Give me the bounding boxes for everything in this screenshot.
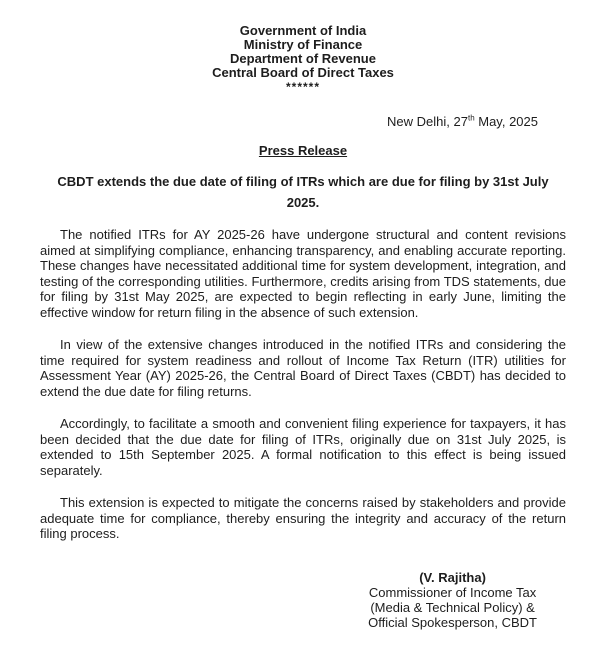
press-release-label: Press Release bbox=[258, 143, 348, 158]
letterhead-line-ministry: Ministry of Finance bbox=[243, 37, 363, 52]
signatory-name: (V. Rajitha) bbox=[419, 569, 486, 585]
paragraph-in-view: In view of the extensive changes introduced in the notified ITRs and considering the time required for system readiness and rollout of Income Tax Return (ITR) utilities for Assessment Year (AY) 2025-26, the Central Board of Direct Taxes (CBDT) has decided to extend the due date for filing returns. bbox=[40, 337, 566, 399]
paragraph-accordingly: Accordingly, to facilitate a smooth and convenient filing experience for taxpayers, it has been decided that the due date for filing of ITRs, originally due on 31st July 2025, is extended to 15th September 2025. A formal notification to this effect is being issued separately. bbox=[40, 416, 566, 478]
letterhead-separator: ****** bbox=[285, 80, 321, 94]
headline-line-2: 2025. bbox=[286, 195, 320, 210]
letterhead-line-board: Central Board of Direct Taxes bbox=[212, 65, 394, 80]
headline-line-1: CBDT extends the due date of filing of ITRs which are due for filing by 31st July bbox=[57, 174, 549, 189]
press-release-heading-row bbox=[40, 143, 566, 158]
signatory-title-line-3: Official Spokesperson, CBDT bbox=[368, 614, 537, 630]
body-copy bbox=[40, 227, 566, 542]
dateline bbox=[40, 114, 566, 129]
dateline-suffix: May, 2025 bbox=[474, 114, 538, 129]
headline bbox=[40, 171, 566, 213]
dateline-ordinal-superscript: th bbox=[467, 113, 475, 123]
signature-block bbox=[368, 570, 537, 630]
dateline-prefix: New Delhi, 27 bbox=[387, 114, 468, 129]
letterhead-line-department: Department of Revenue bbox=[230, 51, 376, 66]
letterhead bbox=[40, 24, 566, 94]
letterhead-line-government: Government of India bbox=[239, 23, 367, 38]
signatory-title-line-1: Commissioner of Income Tax bbox=[368, 584, 537, 600]
signatory-title-line-2: (Media & Technical Policy) & bbox=[370, 599, 535, 615]
paragraph-notified-itrs: The notified ITRs for AY 2025-26 have undergone structural and content revisions aimed at simplifying compliance, enhancing transparency, and enabling accurate reporting. These changes have necessitated additional time for system development, integration, and testing of the corresponding utilities. Furthermore, credits arising from TDS statements, due for filing by 31st May 2025, are expected to begin reflecting in early June, limiting the effective window for return filing in the absence of such extension. bbox=[40, 227, 566, 320]
paragraph-extension-benefit: This extension is expected to mitigate the concerns raised by stakeholders and provide adequate time for compliance, thereby ensuring the integrity and accuracy of the return filing process. bbox=[40, 495, 566, 541]
